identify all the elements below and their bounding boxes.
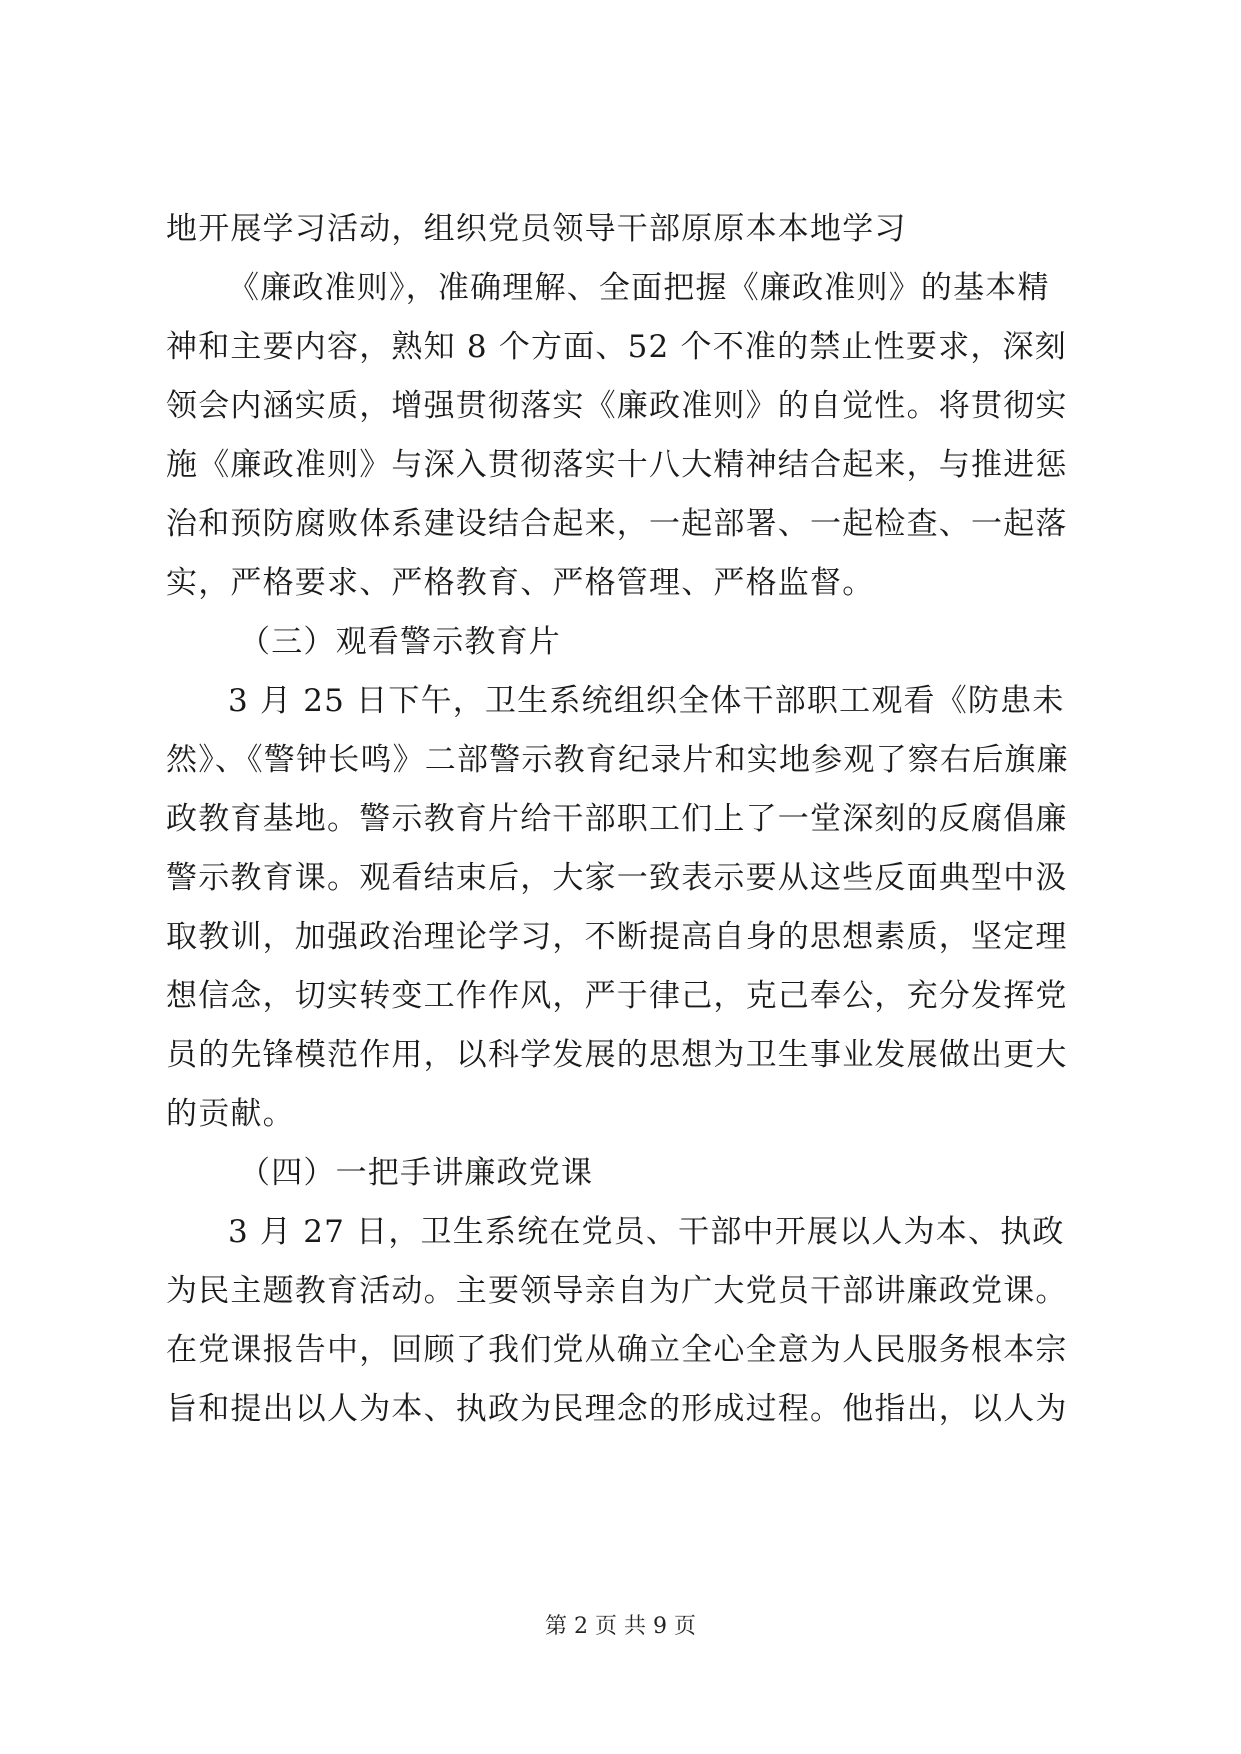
text-line: 《廉政准则》，准确理解、全面把握《廉政准则》的基本精	[228, 270, 1050, 306]
body-text	[166, 200, 1086, 1439]
text-line: 地开展学习活动，组织党员领导干部原原本本地学习	[166, 211, 907, 247]
section-heading-3: （三）观看警示教育片	[239, 624, 561, 660]
text-line: 取教训，加强政治理论学习，不断提高自身的思想素质，坚定理	[166, 919, 1068, 955]
text-line: 3 月 25 日下午，卫生系统组织全体干部职工观看《防患未	[228, 683, 1065, 719]
text-line: 实，严格要求、严格教育、严格管理、严格监督。	[166, 565, 875, 601]
text-line: 3 月 27 日，卫生系统在党员、干部中开展以人为本、执政	[228, 1214, 1065, 1250]
text-line: 警示教育课。观看结束后，大家一致表示要从这些反面典型中汲	[166, 860, 1068, 896]
section-heading-4: （四）一把手讲廉政党课	[239, 1155, 594, 1191]
text-line: 员的先锋模范作用，以科学发展的思想为卫生事业发展做出更大	[166, 1037, 1068, 1073]
text-line: 为民主题教育活动。主要领导亲自为广大党员干部讲廉政党课。	[166, 1273, 1068, 1309]
text-line: 领会内涵实质，增强贯彻落实《廉政准则》的自觉性。将贯彻实	[166, 388, 1068, 424]
text-line: 然》、《警钟长鸣》二部警示教育纪录片和实地参观了察右后旗廉	[166, 742, 1069, 778]
text-line: 施《廉政准则》与深入贯彻落实十八大精神结合起来，与推进惩	[166, 447, 1068, 483]
text-line: 的贡献。	[166, 1096, 295, 1132]
text-line: 治和预防腐败体系建设结合起来，一起部署、一起检查、一起落	[166, 506, 1068, 542]
text-line: 旨和提出以人为本、执政为民理念的形成过程。他指出，以人为	[166, 1391, 1068, 1427]
text-line: 在党课报告中，回顾了我们党从确立全心全意为人民服务根本宗	[166, 1332, 1068, 1368]
text-line: 想信念，切实转变工作作风，严于律己，克己奉公，充分发挥党	[166, 978, 1068, 1014]
text-line: 政教育基地。警示教育片给干部职工们上了一堂深刻的反腐倡廉	[166, 801, 1068, 837]
text-line: 神和主要内容，熟知 8 个方面、52 个不准的禁止性要求，深刻	[166, 329, 1067, 365]
page-number-footer: 第 2 页 共 9 页	[545, 1614, 696, 1639]
